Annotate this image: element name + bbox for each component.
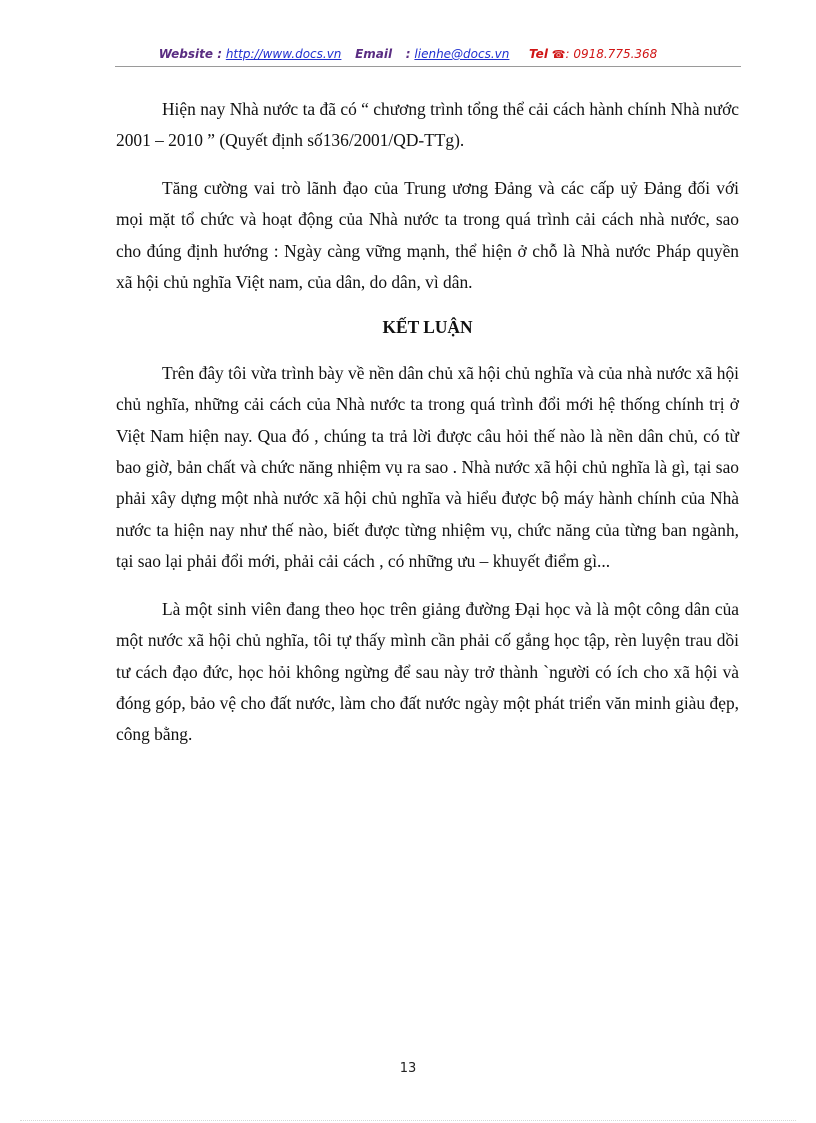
email-link[interactable]: lienhe@docs.vn xyxy=(414,47,510,61)
phone-icon: ☎ xyxy=(551,48,566,61)
header-divider xyxy=(115,66,741,67)
paragraph: Hiện nay Nhà nước ta đã có “ chương trình tổng thể cải cách hành chính Nhà nước 2001 – 2010 ” (Quyết định số136/2001/QD-TTg). xyxy=(116,99,739,151)
tel-label: Tel xyxy=(529,47,548,61)
website-label: Website : xyxy=(158,47,222,61)
email-label: Email xyxy=(355,47,393,61)
page-number: 13 xyxy=(399,1061,417,1076)
document-body xyxy=(116,94,739,751)
tel-value: : 0918.775.368 xyxy=(565,47,658,61)
paragraph: Là một sinh viên đang theo học trên giảng đường Đại học và là một công dân của một nước xã hội chủ nghĩa, tôi tự thấy mình cần phải cố gắng học tập, rèn luyện trau dồi tư cách đạo đức, học hỏi không ngừng để sau này trở thành `người có ích cho xã hội và đóng góp, bảo vệ cho đất nước, làm cho đất nước ngày một phát triển văn minh giàu đẹp, công bằng. xyxy=(116,598,739,745)
paragraph: Tăng cường vai trò lãnh đạo của Trung ương Đảng và các cấp uỷ Đảng đối với mọi mặt tổ chức và hoạt động của Nhà nước ta trong quá trình cải cách nhà nước, sao cho đúng định hướng : Ngày càng vững mạnh, thể hiện ở chỗ là Nhà nước Pháp quyền xã hội chủ nghĩa Việt nam, của dân, do dân, vì dân. xyxy=(116,177,739,293)
paragraph: Trên đây tôi vừa trình bày về nền dân chủ xã hội chủ nghĩa và của nhà nước xã hội chủ nghĩa, những cải cách của Nhà nước ta trong quá trình đổi mới hệ thống chính trị ở Việt Nam hiện nay. Qua đó , chúng ta trả lời được câu hỏi thế nào là nền dân chủ, có từ bao giờ, bản chất và chức năng nhiệm vụ ra sao . Nhà nước xã hội chủ nghĩa là gì, tại sao phải xây dựng một nhà nước xã hội chủ nghĩa và hiểu được bộ máy hành chính của Nhà nước ta hiện nay như thế nào, biết được từng nhiệm vụ, chức năng của từng ban ngành, tại sao lại phải đổi mới, phải cải cách , có những ưu – khuyết điểm gì... xyxy=(116,362,739,572)
email-separator: : xyxy=(405,47,411,61)
page-header xyxy=(0,47,816,61)
footer-divider xyxy=(20,1120,796,1121)
website-link[interactable]: http://www.docs.vn xyxy=(225,47,342,61)
section-title: KẾT LUẬN xyxy=(382,317,473,338)
